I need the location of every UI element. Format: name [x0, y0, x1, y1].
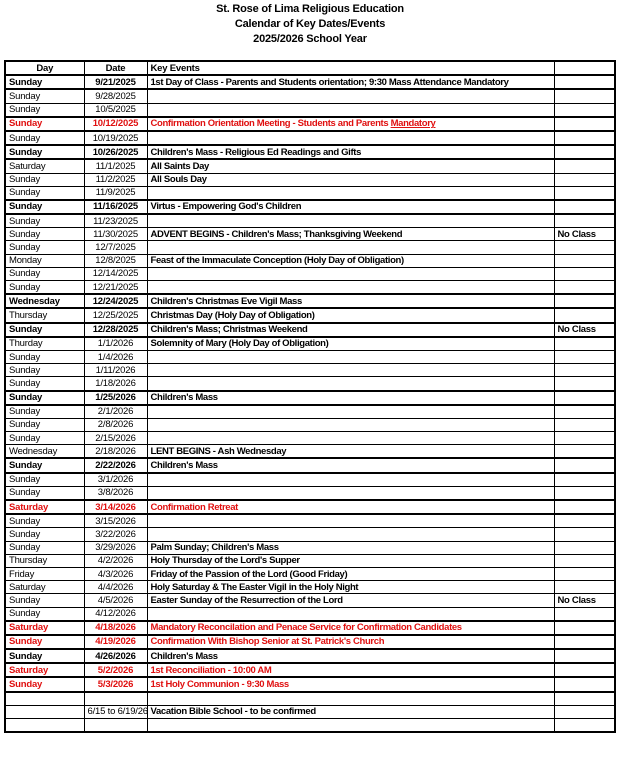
- event-cell: Confirmation Orientation Meeting - Students and Parents Mandatory: [147, 117, 554, 131]
- date-cell: 9/28/2025: [84, 89, 147, 103]
- note-cell: [554, 308, 615, 322]
- date-cell: 11/16/2025: [84, 200, 147, 214]
- note-cell: [554, 719, 615, 733]
- date-cell: 1/25/2026: [84, 391, 147, 405]
- table-row: [5, 514, 615, 528]
- day-cell: Sunday: [5, 89, 84, 103]
- note-cell: [554, 514, 615, 528]
- day-cell: Sunday: [5, 458, 84, 472]
- event-cell: Friday of the Passion of the Lord (Good Friday): [147, 567, 554, 580]
- day-cell: [5, 705, 84, 718]
- date-cell: 3/8/2026: [84, 486, 147, 500]
- table-row: [5, 89, 615, 103]
- day-cell: Sunday: [5, 391, 84, 405]
- note-cell: [554, 131, 615, 145]
- document-title-block: [0, 2, 620, 47]
- date-cell: 3/15/2026: [84, 514, 147, 528]
- day-cell: [5, 692, 84, 706]
- date-cell: 12/24/2025: [84, 294, 147, 308]
- note-cell: [554, 254, 615, 267]
- event-cell: Children's Mass - Religious Ed Readings and Gifts: [147, 145, 554, 159]
- table-row: [5, 377, 615, 391]
- day-cell: Sunday: [5, 145, 84, 159]
- day-cell: Sunday: [5, 377, 84, 391]
- table-row: [5, 581, 615, 594]
- day-cell: Sunday: [5, 649, 84, 663]
- event-cell: Children's Mass: [147, 391, 554, 405]
- event-cell: [147, 281, 554, 295]
- date-cell: 4/18/2026: [84, 621, 147, 635]
- event-cell: LENT BEGINS - Ash Wednesday: [147, 445, 554, 459]
- note-cell: [554, 350, 615, 363]
- table-row: [5, 692, 615, 706]
- day-cell: Sunday: [5, 267, 84, 280]
- date-cell: 11/30/2025: [84, 228, 147, 241]
- note-cell: [554, 337, 615, 351]
- date-cell: 9/21/2025: [84, 75, 147, 89]
- event-cell: Children's Christmas Eve Vigil Mass: [147, 294, 554, 308]
- note-cell: [554, 281, 615, 295]
- day-cell: [5, 719, 84, 733]
- date-cell: 3/22/2026: [84, 528, 147, 541]
- table-row: [5, 594, 615, 607]
- date-cell: 4/26/2026: [84, 649, 147, 663]
- note-cell: [554, 103, 615, 117]
- event-cell: Christmas Day (Holy Day of Obligation): [147, 308, 554, 322]
- event-cell: Children's Mass: [147, 649, 554, 663]
- note-cell: [554, 500, 615, 514]
- event-cell: [147, 405, 554, 419]
- table-row: [5, 186, 615, 200]
- date-cell: 1/1/2026: [84, 337, 147, 351]
- date-cell: 4/2/2026: [84, 554, 147, 567]
- note-cell: [554, 364, 615, 377]
- table-row: [5, 500, 615, 514]
- date-cell: 11/2/2025: [84, 173, 147, 186]
- day-cell: Saturday: [5, 621, 84, 635]
- table-row: [5, 473, 615, 487]
- document-subtitle: Calendar of Key Dates/Events: [234, 18, 386, 30]
- note-cell: No Class: [554, 323, 615, 337]
- table-row: [5, 131, 615, 145]
- note-cell: [554, 117, 615, 131]
- event-cell: [147, 432, 554, 445]
- day-cell: Sunday: [5, 486, 84, 500]
- day-cell: Thursday: [5, 308, 84, 322]
- day-cell: Sunday: [5, 432, 84, 445]
- table-row: [5, 677, 615, 691]
- table-row: [5, 486, 615, 500]
- date-cell: 6/15 to 6/19/26: [84, 705, 147, 718]
- note-cell: [554, 267, 615, 280]
- event-cell: Palm Sunday; Children's Mass: [147, 541, 554, 554]
- date-cell: 2/22/2026: [84, 458, 147, 472]
- event-cell: Confirmation Retreat: [147, 500, 554, 514]
- day-cell: Sunday: [5, 607, 84, 621]
- key-events-column-header: Key Events: [147, 61, 554, 75]
- note-cell: [554, 649, 615, 663]
- event-cell: [147, 103, 554, 117]
- event-cell: [147, 528, 554, 541]
- table-row: [5, 323, 615, 337]
- table-row: [5, 173, 615, 186]
- table-row: [5, 281, 615, 295]
- date-cell: 11/1/2025: [84, 159, 147, 173]
- day-cell: Sunday: [5, 514, 84, 528]
- table-row: [5, 267, 615, 280]
- table-row: [5, 663, 615, 677]
- event-cell: [147, 692, 554, 706]
- date-cell: 1/18/2026: [84, 377, 147, 391]
- event-cell: [147, 241, 554, 254]
- day-cell: Sunday: [5, 323, 84, 337]
- header-row: [5, 61, 615, 75]
- date-cell: 5/3/2026: [84, 677, 147, 691]
- table-row: [5, 567, 615, 580]
- day-cell: Sunday: [5, 214, 84, 228]
- date-cell: 4/4/2026: [84, 581, 147, 594]
- event-cell: [147, 607, 554, 621]
- day-cell: Sunday: [5, 173, 84, 186]
- note-cell: [554, 214, 615, 228]
- table-row: [5, 294, 615, 308]
- event-cell: [147, 214, 554, 228]
- day-cell: Sunday: [5, 117, 84, 131]
- date-cell: 12/21/2025: [84, 281, 147, 295]
- event-cell: [147, 267, 554, 280]
- day-cell: Wednesday: [5, 294, 84, 308]
- date-cell: 12/8/2025: [84, 254, 147, 267]
- table-row: [5, 228, 615, 241]
- date-cell: 4/3/2026: [84, 567, 147, 580]
- day-cell: Thursday: [5, 554, 84, 567]
- note-cell: No Class: [554, 594, 615, 607]
- day-cell: Sunday: [5, 131, 84, 145]
- table-row: [5, 445, 615, 459]
- date-cell: [84, 719, 147, 733]
- event-cell: [147, 418, 554, 431]
- table-row: [5, 621, 615, 635]
- table-row: [5, 308, 615, 322]
- note-cell: [554, 567, 615, 580]
- day-cell: Sunday: [5, 418, 84, 431]
- event-cell: [147, 186, 554, 200]
- date-cell: 10/19/2025: [84, 131, 147, 145]
- calendar-table-body: [5, 75, 615, 732]
- day-cell: Sunday: [5, 350, 84, 363]
- note-cell: [554, 75, 615, 89]
- date-cell: 4/5/2026: [84, 594, 147, 607]
- table-row: [5, 541, 615, 554]
- day-cell: Sunday: [5, 364, 84, 377]
- table-row: [5, 337, 615, 351]
- note-cell: [554, 554, 615, 567]
- day-cell: Sunday: [5, 75, 84, 89]
- date-cell: 5/2/2026: [84, 663, 147, 677]
- date-cell: 11/23/2025: [84, 214, 147, 228]
- event-cell: Mandatory Reconcilation and Penace Service for Confirmation Candidates: [147, 621, 554, 635]
- date-cell: 10/12/2025: [84, 117, 147, 131]
- table-row: [5, 528, 615, 541]
- day-cell: Saturday: [5, 581, 84, 594]
- day-cell: Sunday: [5, 241, 84, 254]
- note-cell: [554, 241, 615, 254]
- day-cell: Sunday: [5, 281, 84, 295]
- day-cell: Sunday: [5, 635, 84, 649]
- event-cell: Children's Mass; Christmas Weekend: [147, 323, 554, 337]
- event-cell: ADVENT BEGINS - Children's Mass; Thanksgiving Weekend: [147, 228, 554, 241]
- table-row: [5, 241, 615, 254]
- table-row: [5, 364, 615, 377]
- note-cell: [554, 458, 615, 472]
- event-cell: Solemnity of Mary (Holy Day of Obligation): [147, 337, 554, 351]
- day-cell: Sunday: [5, 103, 84, 117]
- event-cell: [147, 486, 554, 500]
- table-row: [5, 103, 615, 117]
- event-cell: [147, 364, 554, 377]
- table-row: [5, 458, 615, 472]
- day-cell: Sunday: [5, 528, 84, 541]
- note-cell: [554, 445, 615, 459]
- day-cell: Sunday: [5, 186, 84, 200]
- date-cell: 2/1/2026: [84, 405, 147, 419]
- note-cell: [554, 145, 615, 159]
- table-row: [5, 254, 615, 267]
- event-cell: [147, 131, 554, 145]
- date-cell: 1/11/2026: [84, 364, 147, 377]
- table-row: [5, 405, 615, 419]
- event-cell: All Saints Day: [147, 159, 554, 173]
- event-cell: Virtus - Empowering God's Children: [147, 200, 554, 214]
- table-row: [5, 418, 615, 431]
- date-column-header: Date: [84, 61, 147, 75]
- table-row: [5, 117, 615, 131]
- note-cell: [554, 692, 615, 706]
- day-cell: Sunday: [5, 473, 84, 487]
- date-cell: 4/19/2026: [84, 635, 147, 649]
- note-cell: No Class: [554, 228, 615, 241]
- date-cell: [84, 692, 147, 706]
- note-cell: [554, 186, 615, 200]
- organization-title: St. Rose of Lima Religious Education: [216, 3, 404, 15]
- note-cell: [554, 418, 615, 431]
- day-cell: Sunday: [5, 541, 84, 554]
- date-cell: 2/8/2026: [84, 418, 147, 431]
- note-cell: [554, 473, 615, 487]
- day-cell: Monday: [5, 254, 84, 267]
- note-cell: [554, 635, 615, 649]
- event-cell: 1st Reconciliation - 10:00 AM: [147, 663, 554, 677]
- event-cell: [147, 719, 554, 733]
- event-cell: [147, 473, 554, 487]
- note-cell: [554, 89, 615, 103]
- note-cell: [554, 607, 615, 621]
- event-cell: [147, 350, 554, 363]
- calendar-table-header: [5, 61, 615, 75]
- note-cell: [554, 173, 615, 186]
- date-cell: 2/18/2026: [84, 445, 147, 459]
- day-cell: Saturday: [5, 159, 84, 173]
- event-cell: Holy Saturday & The Easter Vigil in the Holy Night: [147, 581, 554, 594]
- note-cell: [554, 528, 615, 541]
- table-row: [5, 649, 615, 663]
- note-cell: [554, 391, 615, 405]
- event-cell: Confirmation With Bishop Senior at St. Patrick's Church: [147, 635, 554, 649]
- date-cell: 4/12/2026: [84, 607, 147, 621]
- school-year-title: 2025/2026 School Year: [253, 33, 367, 45]
- table-row: [5, 554, 615, 567]
- note-cell: [554, 541, 615, 554]
- calendar-table: [4, 60, 616, 733]
- note-cell: [554, 581, 615, 594]
- event-cell: [147, 514, 554, 528]
- date-cell: 3/1/2026: [84, 473, 147, 487]
- event-cell: Vacation Bible School - to be confirmed: [147, 705, 554, 718]
- day-cell: Friday: [5, 567, 84, 580]
- date-cell: 1/4/2026: [84, 350, 147, 363]
- note-cell: [554, 405, 615, 419]
- table-row: [5, 607, 615, 621]
- note-cell: [554, 705, 615, 718]
- date-cell: 12/14/2025: [84, 267, 147, 280]
- note-cell: [554, 294, 615, 308]
- note-cell: [554, 200, 615, 214]
- event-cell: Easter Sunday of the Resurrection of the Lord: [147, 594, 554, 607]
- note-cell: [554, 159, 615, 173]
- date-cell: 10/5/2025: [84, 103, 147, 117]
- table-row: [5, 705, 615, 718]
- date-cell: 3/29/2026: [84, 541, 147, 554]
- note-cell: [554, 432, 615, 445]
- day-cell: Saturday: [5, 500, 84, 514]
- table-row: [5, 635, 615, 649]
- event-cell: [147, 89, 554, 103]
- date-cell: 2/15/2026: [84, 432, 147, 445]
- day-cell: Sunday: [5, 594, 84, 607]
- table-row: [5, 350, 615, 363]
- day-cell: Sunday: [5, 405, 84, 419]
- date-cell: 12/28/2025: [84, 323, 147, 337]
- date-cell: 3/14/2026: [84, 500, 147, 514]
- date-cell: 12/7/2025: [84, 241, 147, 254]
- event-cell: Children's Mass: [147, 458, 554, 472]
- day-cell: Wednesday: [5, 445, 84, 459]
- event-cell: Feast of the Immaculate Conception (Holy Day of Obligation): [147, 254, 554, 267]
- table-row: [5, 432, 615, 445]
- day-cell: Saturday: [5, 663, 84, 677]
- day-column-header: Day: [5, 61, 84, 75]
- table-row: [5, 75, 615, 89]
- event-cell: 1st Holy Communion - 9:30 Mass: [147, 677, 554, 691]
- day-cell: Sunday: [5, 677, 84, 691]
- day-cell: Sunday: [5, 200, 84, 214]
- table-row: [5, 391, 615, 405]
- table-row: [5, 719, 615, 733]
- day-cell: Thurday: [5, 337, 84, 351]
- note-cell: [554, 621, 615, 635]
- notes-column-header: [554, 61, 615, 75]
- note-cell: [554, 663, 615, 677]
- table-row: [5, 214, 615, 228]
- day-cell: Sunday: [5, 228, 84, 241]
- date-cell: 12/25/2025: [84, 308, 147, 322]
- table-row: [5, 159, 615, 173]
- event-cell: [147, 377, 554, 391]
- note-cell: [554, 486, 615, 500]
- note-cell: [554, 677, 615, 691]
- table-row: [5, 200, 615, 214]
- date-cell: 10/26/2025: [84, 145, 147, 159]
- note-cell: [554, 377, 615, 391]
- event-cell: All Souls Day: [147, 173, 554, 186]
- event-cell: 1st Day of Class - Parents and Students orientation; 9:30 Mass Attendance Mandatory: [147, 75, 554, 89]
- table-row: [5, 145, 615, 159]
- date-cell: 11/9/2025: [84, 186, 147, 200]
- event-cell: Holy Thursday of the Lord's Supper: [147, 554, 554, 567]
